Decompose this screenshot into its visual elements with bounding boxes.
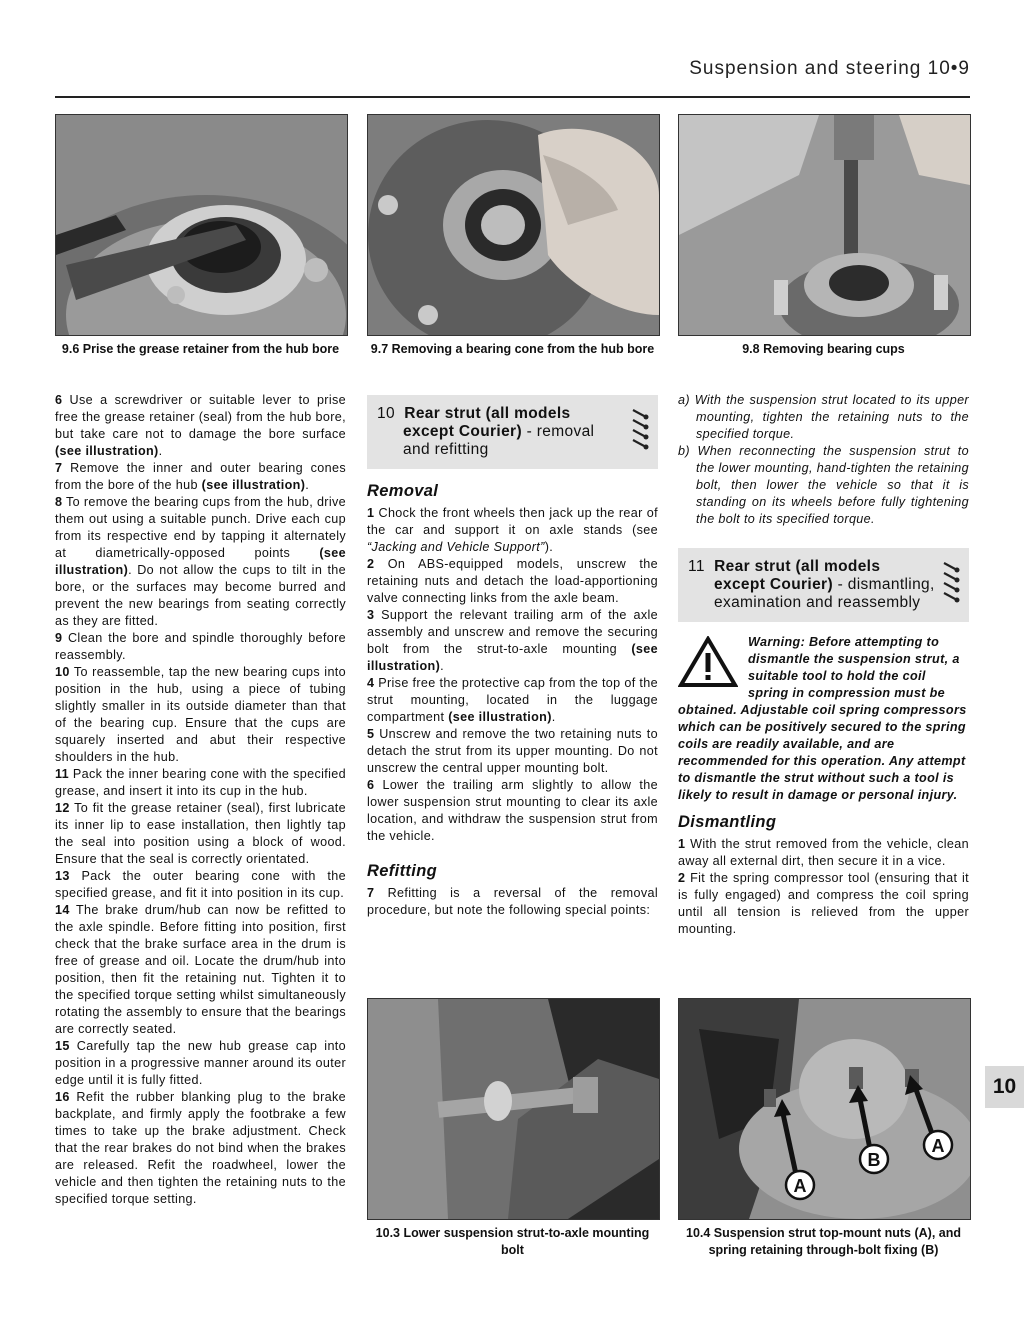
note-text: With the suspension strut located to its upper mounting, tighten the retaining nuts to the specified torque.: [694, 393, 969, 441]
step-text: To fit the grease retainer (seal), first lubricate its inner lip to ease installation, then lightly tap the seal into position using a block of wood. Ensure that the seal is correctly orientated.: [55, 801, 346, 866]
step-number: 6: [367, 778, 375, 792]
label-a-1: A: [793, 1176, 807, 1196]
step-text: The brake drum/hub can now be refitted to the axle spindle. Before fitting into position, first check that the brake surface area in the drum is free of grease and oil. Locate the drum/hub into position, then fit the retaining nut. Tighten it to the specified torque setting whilst simultaneously rotating the assembly to ensure that the bearings are correctly seated.: [55, 903, 346, 1036]
photo-bearing-cone: [367, 114, 660, 336]
step-text: On ABS-equipped models, unscrew the retaining nuts and detach the load-apportioning valve connecting links from the axle beam.: [367, 557, 658, 605]
caption-10-4: 10.4 Suspension strut top-mount nuts (A), and spring retaining through-bolt fixing (B): [686, 1226, 961, 1257]
difficulty-wrench-icon: [630, 405, 650, 455]
step-number: 11: [55, 767, 70, 781]
caption-9-6: 9.6 Prise the grease retainer from the hub bore: [61, 342, 340, 356]
note-key: a): [678, 393, 690, 407]
step-text: Remove the inner and outer bearing cones from the bore of the hub: [55, 461, 346, 492]
section-11-title: Rear strut (all models except Courier): [714, 558, 881, 593]
section-10-title: Rear strut (all models except Courier): [403, 405, 571, 440]
step-number: 2: [678, 871, 686, 885]
refitting-heading: Refitting: [367, 862, 438, 880]
photo-strut-top-mount: [678, 998, 971, 1220]
section-10-subtitle: - removal and refitting: [403, 423, 595, 458]
column-1-text: [55, 392, 346, 1208]
step-number: 16: [55, 1090, 70, 1104]
label-a-2: A: [931, 1136, 945, 1156]
step-paragraph: [55, 766, 346, 800]
warning-block: [678, 634, 969, 804]
illustration-ref: (see illustration): [201, 478, 306, 492]
section-10-number: 10: [377, 405, 395, 422]
removal-step: [367, 675, 658, 726]
page-header: Suspension and steering 10•9: [689, 58, 970, 79]
step-text-end: .: [551, 710, 556, 724]
removal-heading: Removal: [367, 482, 439, 500]
label-b: B: [867, 1150, 881, 1170]
dismantling-step: [678, 870, 969, 938]
step-text-end: ).: [544, 540, 554, 554]
step-number: 15: [55, 1039, 70, 1053]
step-paragraph: [55, 630, 346, 664]
step-number: 13: [55, 869, 70, 883]
step-number: 4: [367, 676, 375, 690]
step-text: Chock the front wheels then jack up the rear of the car and support it on axle stands (see: [367, 506, 658, 537]
dismantling-heading: Dismantling: [678, 813, 777, 831]
step-paragraph: [55, 1089, 346, 1208]
photo-bearing-cups: [678, 114, 971, 336]
step-text: Clean the bore and spindle thoroughly before reassembly.: [55, 631, 347, 662]
cross-reference: “Jacking and Vehicle Support”: [367, 540, 545, 554]
chapter-tab: 10: [985, 1066, 1024, 1108]
warning-triangle-icon: [678, 636, 738, 688]
step-number: 12: [55, 801, 70, 815]
step-text-end: .: [440, 659, 444, 673]
section-11-heading: [678, 548, 969, 622]
step-text-end: .: [158, 444, 163, 458]
removal-step: [367, 726, 658, 777]
step-text: Pack the outer bearing cone with the specified grease, and fit it into position in its cup.: [55, 869, 346, 900]
step-text: To remove the bearing cups from the hub, drive them out using a suitable punch. Drive each cup from its respective end by tapping it alternately at diametrically-opposed points: [55, 495, 346, 560]
step-number: 1: [678, 837, 686, 851]
illustration-ref: (see illustration): [55, 546, 346, 577]
step-number: 6: [55, 393, 63, 407]
step-paragraph: [55, 1038, 346, 1089]
header-rule: [55, 96, 970, 98]
caption-9-8: 9.8 Removing bearing cups: [742, 342, 905, 356]
step-paragraph: [55, 664, 346, 766]
removal-step: [367, 556, 658, 607]
step-number: 1: [367, 506, 375, 520]
warning-text: Warning: Before attempting to dismantle the suspension strut, a suitable tool to hold the coil spring in compression must be obtained. Adjustable coil spring compressors which can be positively secured to the spring coils are readily available, and are recommended for this operation. Any attempt to dismantle the strut without such a tool is likely to result in damage or personal injury.: [678, 635, 967, 802]
illustration-ref: (see illustration): [367, 642, 658, 673]
note-item: [678, 392, 969, 443]
note-key: b): [678, 444, 690, 458]
removal-step: [367, 777, 658, 845]
step-text: Fit the spring compressor tool (ensuring that it is fully engaged) and compress the coil spring until all tension is relieved from the upper mounting.: [678, 871, 969, 936]
dismantling-step: [678, 836, 969, 870]
column-2-text: [367, 395, 658, 919]
section-10-heading: [367, 395, 658, 469]
step-paragraph: [55, 460, 346, 494]
refitting-step-7: 7 Refitting is a reversal of the removal procedure, but note the following special points:: [367, 886, 659, 917]
refitting-notes-list: [678, 392, 969, 528]
step-number: 10: [55, 665, 70, 679]
caption-9-7: 9.7 Removing a bearing cone from the hub bore: [370, 342, 655, 356]
step-text: Use a screwdriver or suitable lever to prise free the grease retainer (seal) from the hub bore, but take care not to damage the bore surface: [55, 393, 346, 441]
step-text: Support the relevant trailing arm of the axle assembly and unscrew and remove the securing bolt from the strut-to-axle mounting: [367, 608, 659, 656]
step-number: 8: [55, 495, 63, 509]
step-paragraph: [55, 392, 346, 460]
photo-lower-mounting-bolt: [367, 998, 660, 1220]
step-text: Unscrew and remove the two retaining nuts to detach the strut from its upper mounting. Do not unscrew the central upper mounting bolt.: [367, 727, 658, 775]
step-text: To reassemble, tap the new bearing cups into position in the hub, using a piece of tubing slightly smaller in its outside diameter than that of the bearing cup. Ensure that the cups are squarely inserted and abut their respective shoulders in the hub.: [55, 665, 347, 764]
section-11-number: 11: [688, 558, 705, 575]
section-11-subtitle: - dismantling, examination and reassembly: [714, 576, 935, 611]
caption-10-3: 10.3 Lower suspension strut-to-axle mounting bolt: [375, 1226, 650, 1257]
step-paragraph: [55, 494, 346, 630]
step-text: Lower the trailing arm slightly to allow the lower suspension strut mounting to clear its axle location, and withdraw the suspension strut from the vehicle.: [367, 778, 658, 843]
step-number: 7: [55, 461, 63, 475]
step-number: 2: [367, 557, 375, 571]
removal-step: [367, 505, 658, 556]
step-text: Refit the rubber blanking plug to the brake backplate, and firmly apply the footbrake a few times to take up the brake adjustment. Check that the rear brakes do not bind when the brakes are released. Refit the roadwheel, lower the vehicle and then tighten the retaining nuts to the specified torque setting.: [55, 1090, 346, 1206]
dismantling-steps: [678, 836, 969, 938]
note-text: When reconnecting the suspension strut to the lower mounting, hand-tighten the retaining bolt, then lower the vehicle so that it is standing on its wheels before fully tightening the bolt to its specified torque.: [696, 444, 969, 526]
step-number: 14: [55, 903, 70, 917]
step-text: Pack the inner bearing cone with the specified grease, and insert it into its cup in the hub.: [55, 767, 347, 798]
step-text: Carefully tap the new hub grease cap into position in a progressive manner around its outer edge until it is fully fitted.: [55, 1039, 346, 1087]
step-number: 3: [367, 608, 375, 622]
illustration-ref: (see illustration): [448, 710, 552, 724]
step-paragraph: [55, 902, 346, 1038]
step-number: 5: [367, 727, 375, 741]
step-text-end: .: [305, 478, 310, 492]
column-3-text: [678, 392, 969, 938]
illustration-ref: (see illustration): [55, 444, 159, 458]
removal-step: [367, 607, 658, 675]
note-item: [678, 443, 969, 528]
step-number: 9: [55, 631, 63, 645]
step-paragraph: [55, 800, 346, 868]
photo-grease-retainer: [55, 114, 348, 336]
removal-steps: [367, 505, 658, 845]
step-text-end: . Do not allow the cups to tilt in the bore, or the surfaces may become burred and prevent the new bearings from seating correctly as they are fitted.: [55, 563, 346, 628]
step-paragraph: [55, 868, 346, 902]
step-text: With the strut removed from the vehicle, clean away all external dirt, then secure it in a vice.: [678, 837, 969, 868]
step-text: Prise free the protective cap from the top of the strut mounting, located in the luggage compartment: [367, 676, 658, 724]
difficulty-wrench-icon: [941, 558, 961, 608]
